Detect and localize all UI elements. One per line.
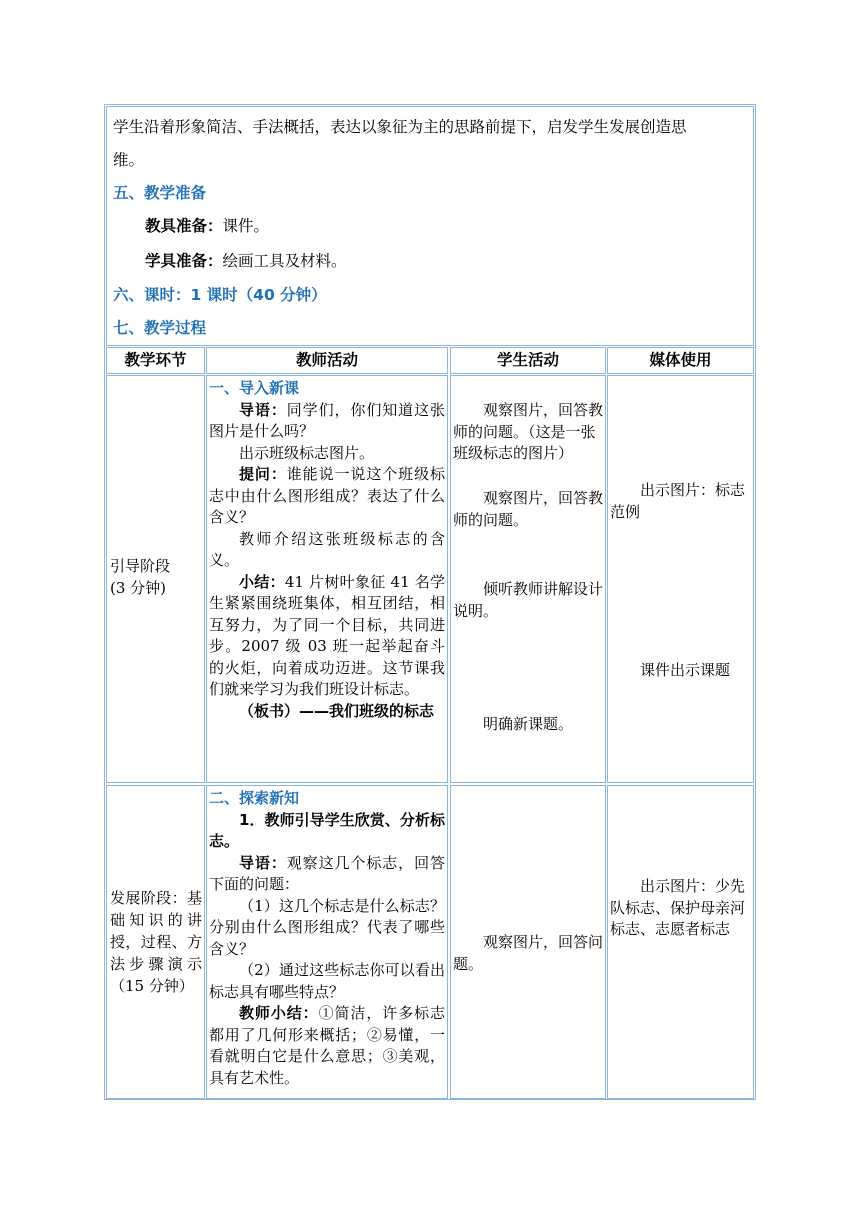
header-media: 媒体使用 xyxy=(607,347,754,374)
row1-teacher-p1 xyxy=(209,400,445,443)
row2-student-1: 观察图片，回答问题。 xyxy=(453,933,604,973)
row2-teacher-p2 xyxy=(209,853,445,896)
prep-teacher xyxy=(145,215,269,237)
heading-process: 七、教学过程 xyxy=(113,319,207,337)
intro-line-1: 学生沿着形象简洁、手法概括，表达以象征为主的思路前提下，启发学生发展创造思 xyxy=(113,118,687,136)
header-student: 学生活动 xyxy=(450,347,606,374)
row1-media-cell xyxy=(607,375,754,783)
row2-teacher-cell xyxy=(206,785,448,1099)
row1-p5-text: 41 片树叶象征 41 名学生紧紧围绕班集体，相互团结，相互努力，为了同一个目标，共同进步。2007 级 03 班一起举起奋斗的火炬，向着成功迈进。这节课我们就来学习为我们班设计标志。 xyxy=(209,572,445,698)
prep-student xyxy=(145,250,347,272)
row1-media-1: 出示图片：标志范例 xyxy=(610,481,746,521)
row1-p5-label: 小结： xyxy=(239,572,285,591)
row1-teacher-p2: 出示班级标志图片。 xyxy=(239,443,375,462)
row1-teacher-p4: 教师介绍这张班级标志的含义。 xyxy=(209,529,445,569)
row1-student-3: 倾听教师讲解设计说明。 xyxy=(453,580,604,620)
row1-stage-name: 引导阶段 xyxy=(110,557,171,575)
row2-teacher-p3: （1）这几个标志是什么标志？分别由什么图形组成？代表了哪些含义？ xyxy=(209,896,445,958)
row2-teacher-p5 xyxy=(209,1003,445,1089)
row1-p1-label: 导语： xyxy=(239,400,287,419)
row2-p2-label: 导语： xyxy=(239,853,287,872)
row1-student-4: 明确新课题。 xyxy=(483,715,574,733)
row2-section-title: 二、探索新知 xyxy=(209,789,300,807)
row1-p3-text: 谁能说一说这个班级标志中由什么图形组成？表达了什么含义？ xyxy=(209,465,445,526)
heading-preparation: 五、教学准备 xyxy=(113,184,207,202)
row2-p2-text: 观察这几个标志，回答下面的问题： xyxy=(209,853,445,893)
row1-section-title: 一、导入新课 xyxy=(209,379,300,397)
row2-p5-label: 教师小结： xyxy=(239,1004,319,1022)
row1-p3-label: 提问： xyxy=(239,465,287,483)
row1-stage-cell xyxy=(106,375,205,783)
prep-student-text: 绘画工具及材料。 xyxy=(222,252,347,270)
row2-student-cell xyxy=(450,785,606,1099)
row2-stage: 发展阶段：基础知识的讲授，过程、方法步骤演示（15 分钟） xyxy=(110,889,202,995)
heading-class-hours: 六、课时：1 课时（40 分钟） xyxy=(113,286,327,304)
prep-teacher-text: 课件。 xyxy=(222,217,270,235)
row1-teacher-p5 xyxy=(209,572,445,701)
row1-p1-text: 同学们，你们知道这张图片是什么吗？ xyxy=(209,400,445,440)
row1-teacher-p3 xyxy=(209,464,445,529)
row2-stage-cell xyxy=(106,785,205,1099)
row2-teacher-p4: （2）通过这些标志你可以看出标志具有哪些特点？ xyxy=(209,961,445,1001)
prep-student-label: 学具准备： xyxy=(145,252,223,270)
row1-stage xyxy=(110,556,202,599)
prep-teacher-label: 教具准备： xyxy=(145,217,223,235)
row1-student-2: 观察图片，回答教师的问题。 xyxy=(453,489,604,529)
intro-line-2: 维。 xyxy=(113,151,145,169)
row2-teacher-p1: 1．教师引导学生欣赏、分析标志。 xyxy=(209,810,445,850)
intro-section xyxy=(106,106,754,346)
row1-media-2: 课件出示课题 xyxy=(640,661,731,679)
row2-p5-text: ①简洁，许多标志都用了几何形来概括；②易懂，一看就明白它是什么意思；③美观，具有艺术性。 xyxy=(209,1004,445,1087)
row2-media-1: 出示图片：少先队标志、保护母亲河标志、志愿者标志 xyxy=(610,877,746,938)
row2-media-cell xyxy=(607,785,754,1099)
header-stage: 教学环节 xyxy=(106,347,205,374)
row1-teacher-p6: （板书）——我们班级的标志 xyxy=(239,701,435,720)
row1-student-cell xyxy=(450,375,606,783)
row1-stage-time: (3 分钟) xyxy=(110,578,167,597)
header-teacher: 教师活动 xyxy=(206,347,448,374)
row1-teacher-cell xyxy=(206,375,448,783)
row1-student-1: 观察图片，回答教师的问题。（这是一张班级标志的图片） xyxy=(453,401,604,462)
